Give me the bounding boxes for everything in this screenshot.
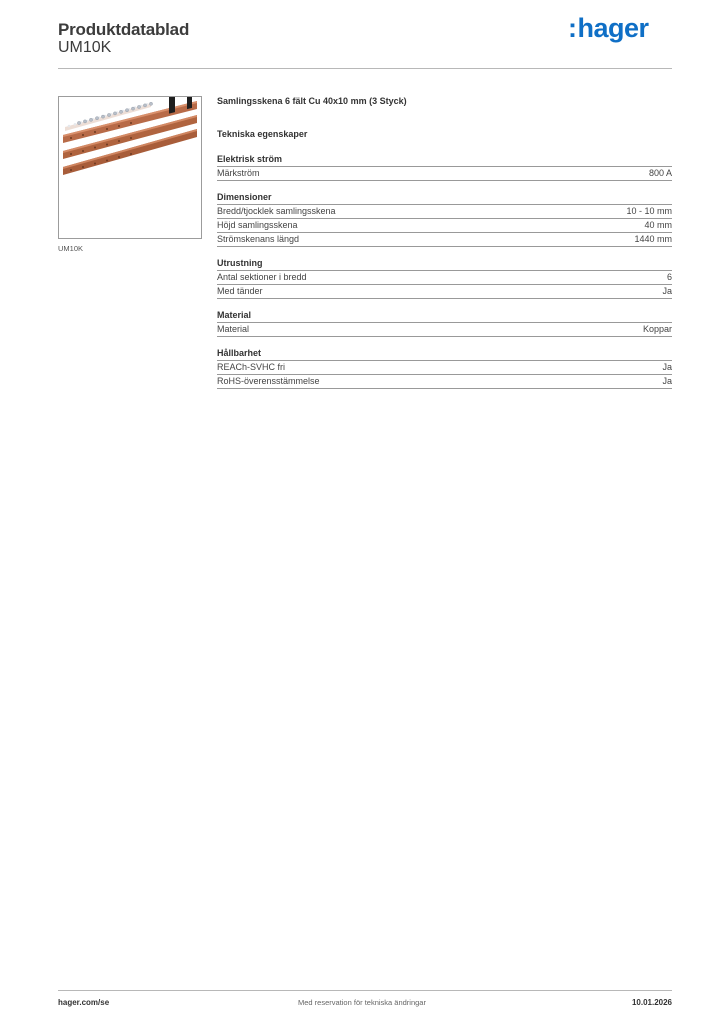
spec-value: Ja — [662, 362, 672, 372]
spec-label: Strömskenans längd — [217, 234, 300, 244]
group-dimensions — [217, 191, 672, 247]
group-sustainability — [217, 347, 672, 389]
group-title: Material — [217, 309, 672, 323]
spec-label: Höjd samlingsskena — [217, 220, 298, 230]
group-title: Dimensioner — [217, 191, 672, 205]
spec-row — [217, 323, 672, 337]
spec-value: Koppar — [642, 324, 672, 334]
group-title: Hållbarhet — [217, 347, 672, 361]
footer-date: 10.01.2026 — [631, 998, 672, 1007]
spec-value: 10 - 10 mm — [626, 206, 672, 216]
group-title: Elektrisk ström — [217, 153, 672, 167]
spec-label: Märkström — [217, 168, 260, 178]
spec-row — [217, 233, 672, 247]
spec-row — [217, 375, 672, 389]
spec-value: 6 — [666, 272, 672, 282]
spec-value: 800 A — [648, 168, 672, 178]
logo-text: hager — [577, 13, 649, 43]
spec-row — [217, 361, 672, 375]
group-equipment — [217, 257, 672, 299]
technical-properties-heading: Tekniska egenskaper — [217, 129, 308, 139]
product-code: UM10K — [58, 39, 112, 56]
product-name: Samlingsskena 6 fält Cu 40x10 mm (3 Styck) — [217, 96, 407, 106]
spec-label: REACh-SVHC fri — [217, 362, 286, 372]
spec-value: Ja — [662, 376, 672, 386]
spec-row — [217, 167, 672, 181]
image-caption: UM10K — [58, 244, 84, 253]
spec-label: RoHS-överensstämmelse — [217, 376, 320, 386]
spec-label: Material — [217, 324, 250, 334]
spec-label: Bredd/tjocklek samlingsskena — [217, 206, 336, 216]
spec-label: Med tänder — [217, 286, 263, 296]
footer-website-link[interactable]: hager.com/se — [58, 998, 110, 1007]
group-electrical — [217, 153, 672, 181]
product-image — [58, 96, 202, 239]
document-title: Produktdatablad — [58, 20, 190, 39]
group-material — [217, 309, 672, 337]
busbar-product-image — [59, 97, 201, 238]
group-title: Utrustning — [217, 257, 672, 271]
spec-row — [217, 285, 672, 299]
spec-row — [217, 205, 672, 219]
spec-row — [217, 271, 672, 285]
hager-logo[interactable]: :hager — [568, 13, 649, 43]
spec-value: 40 mm — [644, 220, 672, 230]
spec-label: Antal sektioner i bredd — [217, 272, 307, 282]
spec-row — [217, 219, 672, 233]
spec-value: 1440 mm — [634, 234, 672, 244]
product-details — [217, 96, 672, 389]
header-divider — [58, 68, 672, 69]
footer-disclaimer: Med reservation för tekniska ändringar — [298, 998, 426, 1007]
footer-divider — [58, 990, 672, 991]
spec-value: Ja — [662, 286, 672, 296]
